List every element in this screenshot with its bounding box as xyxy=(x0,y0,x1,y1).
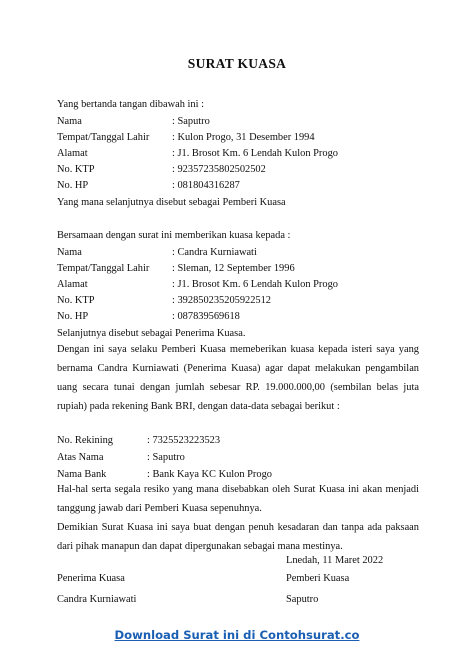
receiver-birth-row xyxy=(57,262,295,275)
place-date: Lnedah, 11 Maret 2022 xyxy=(286,555,384,566)
giver-address-row xyxy=(57,147,338,160)
receiver-ktp-row xyxy=(57,294,272,307)
giver-name-row xyxy=(57,115,210,128)
field-label: No. KTP xyxy=(57,295,95,306)
field-value: : Candra Kurniawati xyxy=(172,247,257,258)
field-value: : Sleman, 12 September 1996 xyxy=(172,263,295,274)
giver-phone-row xyxy=(57,179,240,192)
signature-left-name: Candra Kurniawati xyxy=(57,594,137,605)
field-value: : Bank Kaya KC Kulon Progo xyxy=(147,469,272,480)
giver-ktp-row xyxy=(57,163,266,176)
intro2-text: Bersamaan dengan surat ini memberikan kuasa kepada : xyxy=(57,230,291,241)
field-label: Tempat/Tanggal Lahir xyxy=(57,263,150,274)
closing-paragraph: Demikian Surat Kuasa ini saya buat dengan penuh kesadaran dan tanpa ada paksaan dari pihak manapun dan dapat dipergunakan sebagai mana mestinya. xyxy=(57,522,419,552)
field-label: Alamat xyxy=(57,148,88,159)
download-link[interactable]: Download Surat ini di Contohsurat.co xyxy=(114,628,360,642)
field-label: No. HP xyxy=(57,180,89,191)
field-label: Tempat/Tanggal Lahir xyxy=(57,132,150,143)
field-label: Nama Bank xyxy=(57,469,107,480)
field-value: : 92357235802502502 xyxy=(172,164,266,175)
field-value: : Saputro xyxy=(172,116,210,127)
field-label: No. Rekining xyxy=(57,435,113,446)
bank-account-row xyxy=(57,434,221,447)
field-value: : 7325523223523 xyxy=(147,435,221,446)
receiver-address-row xyxy=(57,278,338,291)
field-value: : Saputro xyxy=(147,452,185,463)
field-label: Atas Nama xyxy=(57,452,104,463)
field-value: : J1. Brosot Km. 6 Lendah Kulon Progo xyxy=(172,279,338,290)
field-label: Nama xyxy=(57,247,82,258)
field-value: : J1. Brosot Km. 6 Lendah Kulon Progo xyxy=(172,148,338,159)
field-value: : 081804316287 xyxy=(172,180,240,191)
field-label: No. KTP xyxy=(57,164,95,175)
field-value: : 392850235205922512 xyxy=(172,295,272,306)
field-label: Alamat xyxy=(57,279,88,290)
field-value: : 087839569618 xyxy=(172,311,240,322)
receiver-note: Selanjutnya disebut sebagai Penerima Kuasa. xyxy=(57,328,246,339)
receiver-name-row xyxy=(57,246,257,259)
receiver-phone-row xyxy=(57,310,240,323)
signature-right-role: Pemberi Kuasa xyxy=(286,573,350,584)
field-label: Nama xyxy=(57,116,82,127)
intro-text: Yang bertanda tangan dibawah ini : xyxy=(57,99,204,110)
signature-right-name: Saputro xyxy=(286,594,319,605)
giver-note: Yang mana selanjutnya disebut sebagai Pemberi Kuasa xyxy=(57,197,286,208)
body-paragraph: Dengan ini saya selaku Pemberi Kuasa memeberikan kuasa kepada isteri saya yang bernama Candra Kurniawati (Penerima Kuasa) agar dapat melakukan pengambilan uang secara tunai dengan jumlah sebesar RP. 19.000.000,00 (sembilan belas juta rupiah) pada rekening Bank BRI, dengan data-data sebagai berikut : xyxy=(57,344,419,412)
risk-paragraph: Hal-hal serta segala resiko yang mana disebabkan oleh Surat Kuasa ini akan menjadi tanggung jawab dari Pemberi Kuasa sepenuhnya. xyxy=(57,484,419,514)
giver-birth-row xyxy=(57,131,315,144)
bank-holder-row xyxy=(57,451,185,464)
field-label: No. HP xyxy=(57,311,89,322)
signature-left-role: Penerima Kuasa xyxy=(57,573,125,584)
field-value: : Kulon Progo, 31 Desember 1994 xyxy=(172,132,315,143)
letter-title: SURAT KUASA xyxy=(187,56,287,71)
